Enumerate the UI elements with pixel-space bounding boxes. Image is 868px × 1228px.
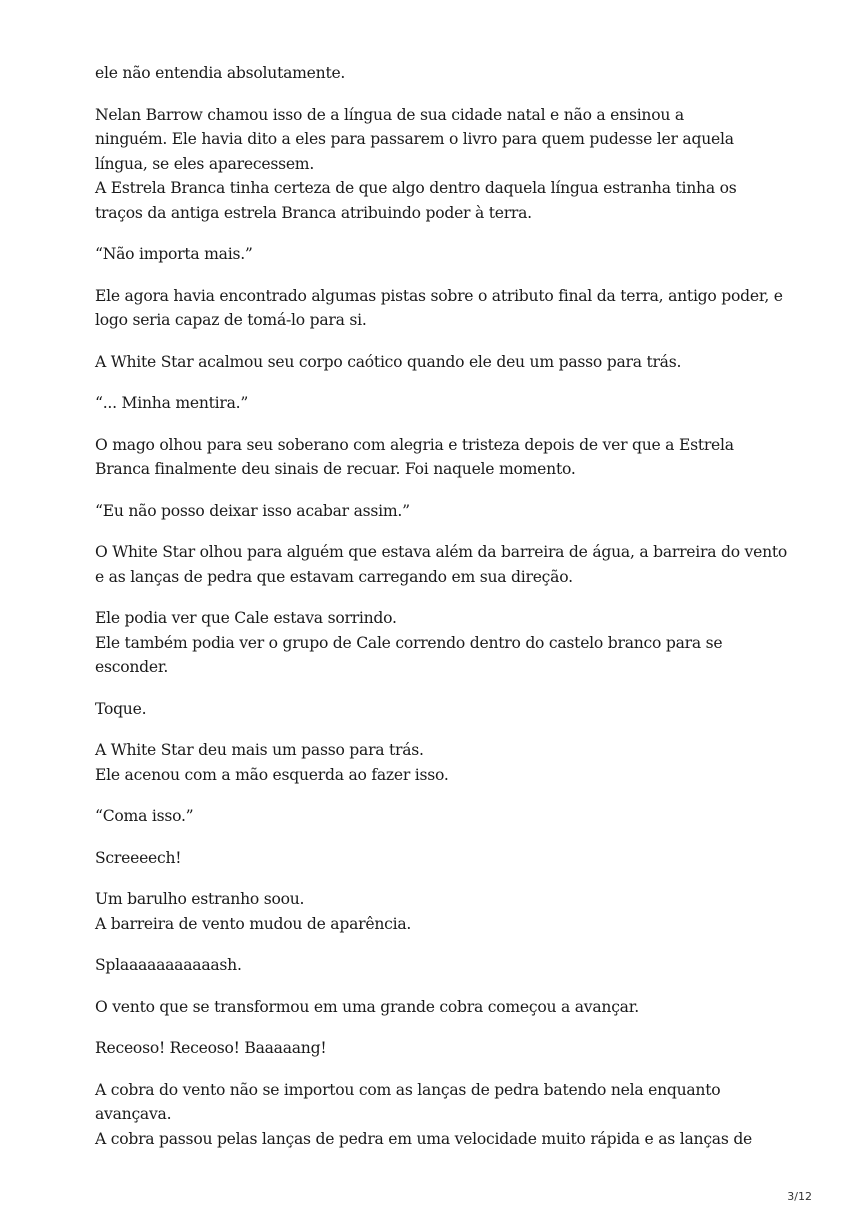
paragraph xyxy=(95,697,795,722)
text-line: traços da antiga estrela Branca atribuindo poder à terra. xyxy=(95,203,532,222)
paragraph xyxy=(95,846,795,871)
text-line: esconder. xyxy=(95,658,169,676)
text-line: A White Star acalmou seu corpo caótico quando ele deu um passo para trás. xyxy=(95,352,682,371)
page-number: 3/12 xyxy=(787,1190,812,1203)
text-line: O vento que se transformou em uma grande cobra começou a avançar. xyxy=(95,997,639,1016)
paragraph xyxy=(95,1078,795,1152)
paragraph xyxy=(95,61,795,86)
paragraph xyxy=(95,391,795,416)
text-line: e as lanças de pedra que estavam carregando em sua direção. xyxy=(95,567,573,586)
text-line: Splaaaaaaaaaaash. xyxy=(95,956,242,974)
text-line: O White Star olhou para alguém que estava além da barreira de água, a barreira do vento xyxy=(95,543,788,561)
text-line: A White Star deu mais um passo para trás. xyxy=(95,741,424,759)
paragraph xyxy=(95,995,795,1020)
text-line: A barreira de vento mudou de aparência. xyxy=(95,914,412,933)
text-line: Screeeech! xyxy=(95,848,182,867)
text-line: Toque. xyxy=(95,699,147,718)
paragraph xyxy=(95,242,795,267)
text-line: Um barulho estranho soou. xyxy=(95,890,305,908)
text-line: avançava. xyxy=(95,1105,172,1123)
paragraph xyxy=(95,1036,795,1061)
paragraph xyxy=(95,887,795,936)
text-line: A Estrela Branca tinha certeza de que algo dentro daquela língua estranha tinha os xyxy=(95,179,737,197)
text-line: ele não entendia absolutamente. xyxy=(95,64,346,82)
text-line: A cobra passou pelas lanças de pedra em uma velocidade muito rápida e as lanças de xyxy=(95,1129,753,1148)
text-line: Ele podia ver que Cale estava sorrindo. xyxy=(95,609,397,627)
paragraph xyxy=(95,540,795,589)
text-line: Nelan Barrow chamou isso de a língua de sua cidade natal e não a ensinou a xyxy=(95,105,684,124)
text-line: língua, se eles aparecessem. xyxy=(95,154,315,173)
document-body xyxy=(95,61,795,1168)
text-line: O mago olhou para seu soberano com alegria e tristeza depois de ver que a Estrela xyxy=(95,435,734,454)
text-line: A cobra do vento não se importou com as lanças de pedra batendo nela enquanto xyxy=(95,1080,721,1099)
text-line: Branca finalmente deu sinais de recuar. Foi naquele momento. xyxy=(95,460,576,478)
text-line: “Eu não posso deixar isso acabar assim.” xyxy=(95,501,410,520)
paragraph xyxy=(95,103,795,226)
paragraph xyxy=(95,804,795,829)
paragraph xyxy=(95,953,795,978)
paragraph xyxy=(95,433,795,482)
paragraph xyxy=(95,284,795,333)
text-line: “Coma isso.” xyxy=(95,807,194,825)
text-line: “Não importa mais.” xyxy=(95,245,253,263)
paragraph xyxy=(95,350,795,375)
text-line: Ele acenou com a mão esquerda ao fazer isso. xyxy=(95,765,449,784)
paragraph xyxy=(95,738,795,787)
text-line: ninguém. Ele havia dito a eles para passarem o livro para quem pudesse ler aquela xyxy=(95,130,734,148)
text-line: Ele agora havia encontrado algumas pistas sobre o atributo final da terra, antigo poder, e xyxy=(95,286,783,305)
text-line: logo seria capaz de tomá-lo para si. xyxy=(95,311,367,329)
text-line: Receoso! Receoso! Baaaaang! xyxy=(95,1039,327,1057)
text-line: “... Minha mentira.” xyxy=(95,394,249,412)
paragraph xyxy=(95,499,795,524)
text-line: Ele também podia ver o grupo de Cale correndo dentro do castelo branco para se xyxy=(95,633,723,652)
paragraph xyxy=(95,606,795,680)
